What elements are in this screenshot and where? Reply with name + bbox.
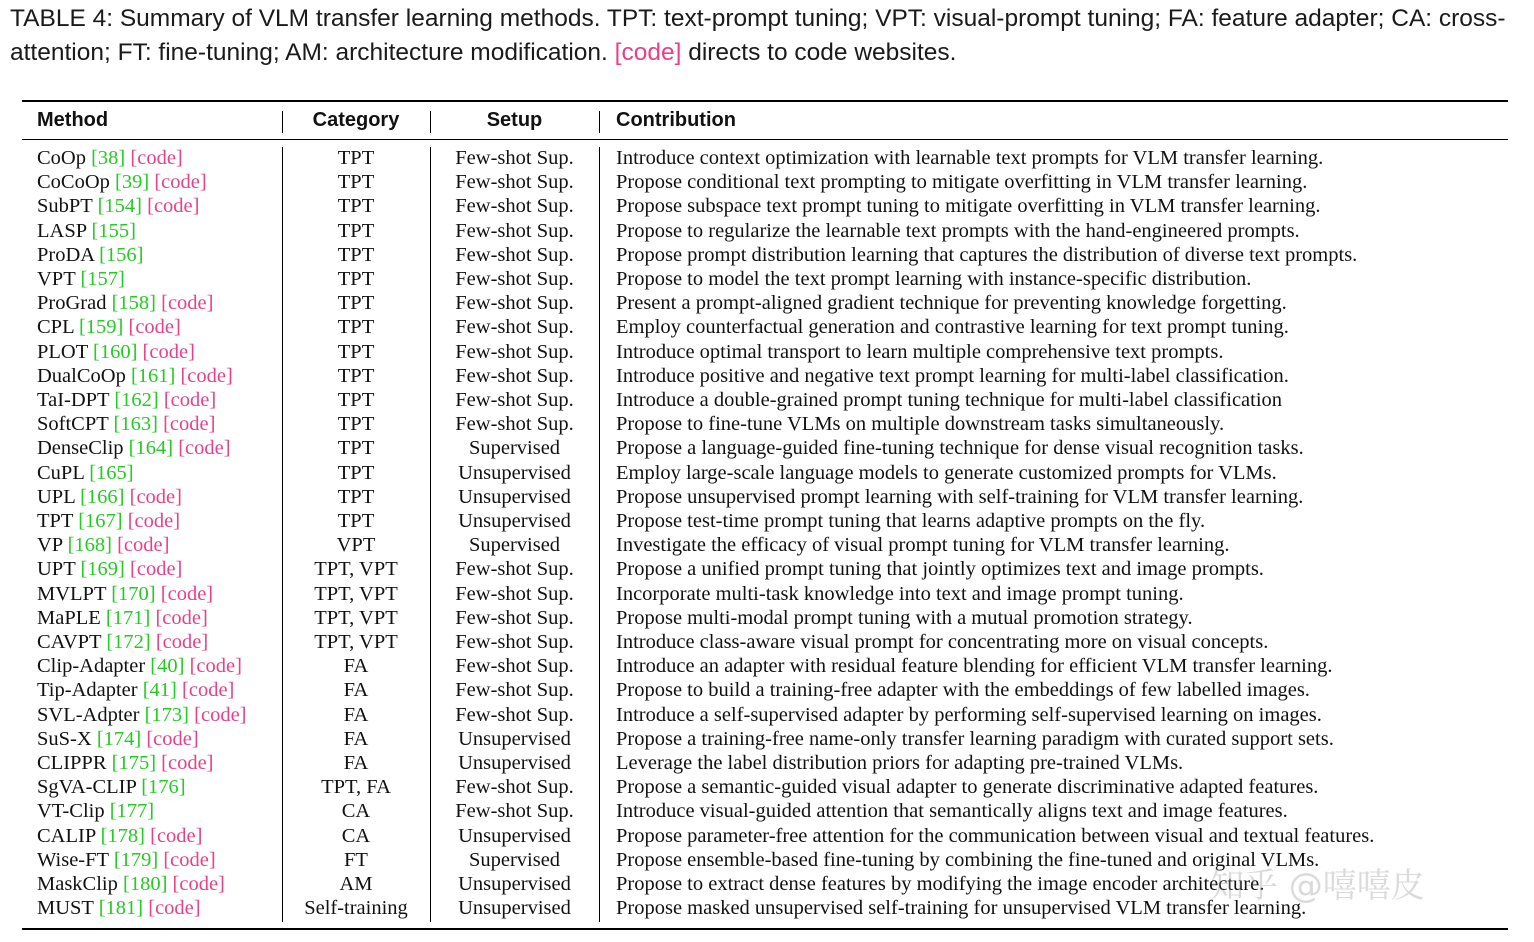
method-name: DenseClip: [37, 437, 124, 460]
category-cell: TPT: [337, 437, 375, 460]
setup-cell: Few-shot Sup.: [455, 316, 574, 339]
setup-cell: Few-shot Sup.: [455, 800, 574, 823]
caption-code-link[interactable]: [code]: [614, 39, 682, 66]
header-method: Method: [37, 109, 109, 131]
code-link[interactable]: [code]: [160, 582, 214, 605]
method-cell: [37, 194, 199, 218]
category-cell: FT: [344, 848, 368, 871]
contribution-cell: Propose multi-modal prompt tuning with a mutual promotion strategy.: [616, 606, 1193, 629]
setup-cell: Unsupervised: [458, 873, 571, 895]
table-row: [0, 170, 1534, 194]
reference-link[interactable]: [168]: [67, 534, 112, 557]
method-cell: [37, 848, 216, 872]
method-cell: [37, 896, 201, 920]
table-row: [0, 243, 1534, 267]
method-name: TaI-DPT: [37, 389, 110, 411]
category-cell: TPT: [337, 364, 375, 387]
setup-cell: Few-shot Sup.: [455, 655, 574, 678]
code-link[interactable]: [code]: [142, 340, 195, 363]
table-row: [0, 582, 1534, 606]
reference-link[interactable]: [159]: [78, 316, 124, 339]
method-name: CPL: [37, 316, 74, 339]
code-link[interactable]: [code]: [128, 316, 181, 339]
method-name: SubPT: [37, 195, 93, 218]
method-name: VPT: [37, 268, 76, 290]
table-row: [0, 824, 1534, 848]
setup-cell: Few-shot Sup.: [455, 147, 574, 169]
method-name: SgVA-CLIP: [37, 776, 137, 799]
setup-cell: Few-shot Sup.: [455, 606, 574, 629]
method-cell: [37, 364, 233, 388]
reference-link[interactable]: [167]: [78, 510, 123, 532]
method-cell: [37, 461, 134, 485]
setup-cell: Few-shot Sup.: [455, 340, 574, 363]
setup-cell: Unsupervised: [458, 510, 571, 532]
reference-link[interactable]: [165]: [89, 461, 134, 484]
reference-link[interactable]: [171]: [105, 606, 151, 629]
category-cell: TPT, VPT: [314, 606, 398, 629]
setup-cell: Few-shot Sup.: [455, 703, 574, 726]
method-name: ProGrad: [37, 292, 107, 315]
code-link[interactable]: [code]: [161, 752, 214, 774]
reference-link[interactable]: [162]: [114, 389, 159, 411]
table-row: [0, 678, 1534, 702]
code-link[interactable]: [code]: [180, 364, 233, 387]
category-cell: TPT: [337, 510, 375, 532]
header-divider: [282, 111, 283, 133]
setup-cell: Few-shot Sup.: [455, 631, 574, 653]
method-cell: [37, 146, 183, 170]
setup-cell: Unsupervised: [458, 824, 571, 847]
contribution-cell: Propose masked unsupervised self-training for unsupervised VLM transfer learning.: [616, 897, 1307, 920]
code-link[interactable]: [code]: [172, 873, 225, 895]
category-cell: TPT, VPT: [314, 582, 398, 605]
method-name: CAVPT: [37, 631, 102, 653]
method-cell: [37, 219, 136, 243]
contribution-cell: Introduce context optimization with learnable text prompts for VLM transfer learning.: [616, 147, 1324, 169]
code-link[interactable]: [code]: [155, 606, 208, 629]
contribution-cell: Propose ensemble-based fine-tuning by combining the fine-tuned and original VLMs.: [616, 848, 1320, 871]
category-cell: TPT, FA: [321, 776, 391, 799]
setup-cell: Few-shot Sup.: [455, 292, 574, 315]
code-link[interactable]: [code]: [127, 510, 181, 532]
contribution-cell: Leverage the label distribution priors for adapting pre-trained VLMs.: [616, 752, 1184, 774]
code-link[interactable]: [code]: [146, 727, 199, 750]
method-cell: [37, 630, 208, 654]
method-cell: [37, 557, 182, 581]
method-cell: [37, 606, 208, 630]
table-row: [0, 436, 1534, 460]
category-cell: TPT, VPT: [314, 558, 398, 581]
code-link[interactable]: [code]: [129, 485, 182, 508]
setup-cell: Unsupervised: [458, 897, 571, 920]
contribution-cell: Propose to fine-tune VLMs on multiple downstream tasks simultaneously.: [616, 413, 1225, 436]
table-row: [0, 654, 1534, 678]
method-name: VT-Clip: [37, 800, 105, 823]
setup-cell: Few-shot Sup.: [455, 679, 574, 702]
reference-link[interactable]: [180]: [123, 873, 168, 895]
method-cell: [37, 799, 154, 823]
method-name: UPL: [37, 485, 75, 508]
code-link[interactable]: [code]: [147, 195, 200, 218]
contribution-cell: Introduce a double-grained prompt tuning technique for multi-label classification: [616, 389, 1283, 411]
setup-cell: Unsupervised: [458, 485, 571, 508]
method-cell: [37, 267, 125, 291]
code-link[interactable]: [code]: [163, 848, 216, 871]
method-cell: [37, 436, 231, 460]
method-name: Clip-Adapter: [37, 655, 146, 678]
method-cell: [37, 582, 213, 606]
contribution-cell: Propose a unified prompt tuning that jointly optimizes text and image prompts.: [616, 558, 1264, 581]
method-cell: [37, 533, 169, 557]
setup-cell: Supervised: [468, 848, 561, 871]
reference-link[interactable]: [40]: [150, 655, 185, 678]
reference-link[interactable]: [38]: [91, 147, 126, 169]
table-top-rule: [22, 100, 1508, 102]
contribution-cell: Propose test-time prompt tuning that learns adaptive prompts on the fly.: [616, 510, 1206, 532]
table-row: [0, 267, 1534, 291]
reference-link[interactable]: [158]: [111, 292, 156, 315]
table-row: [0, 533, 1534, 557]
reference-link[interactable]: [179]: [113, 848, 159, 871]
header-setup: Setup: [486, 109, 543, 131]
method-cell: [37, 412, 215, 436]
category-cell: TPT: [337, 389, 375, 411]
setup-cell: Supervised: [468, 437, 561, 460]
method-name: TPT: [37, 510, 74, 532]
contribution-cell: Propose parameter-free attention for the communication between visual and textual features.: [616, 824, 1375, 847]
header-contribution: Contribution: [616, 109, 736, 131]
contribution-cell: Present a prompt-aligned gradient technique for preventing knowledge forgetting.: [616, 292, 1287, 315]
table-row: [0, 315, 1534, 339]
method-cell: [37, 243, 144, 267]
code-link[interactable]: [code]: [150, 824, 203, 847]
category-cell: TPT: [337, 195, 375, 218]
setup-cell: Few-shot Sup.: [455, 389, 574, 411]
table-row: [0, 291, 1534, 315]
reference-link[interactable]: [154]: [97, 195, 142, 218]
category-cell: TPT: [337, 268, 375, 290]
method-name: ProDA: [37, 243, 94, 266]
method-name: DualCoOp: [37, 364, 126, 387]
reference-link[interactable]: [164]: [128, 437, 174, 460]
contribution-cell: Introduce a self-supervised adapter by performing self-supervised learning on images.: [616, 703, 1322, 726]
reference-link[interactable]: [163]: [113, 413, 158, 436]
method-name: CuPL: [37, 461, 85, 484]
category-cell: VPT: [336, 534, 376, 557]
contribution-cell: Employ large-scale language models to generate customized prompts for VLMs.: [616, 461, 1277, 484]
reference-link[interactable]: [156]: [99, 243, 144, 266]
reference-link[interactable]: [172]: [106, 631, 151, 653]
contribution-cell: Propose subspace text prompt tuning to mitigate overfitting in VLM transfer learning.: [616, 195, 1321, 218]
method-cell: [37, 727, 199, 751]
reference-link[interactable]: [177]: [109, 800, 155, 823]
code-link[interactable]: [code]: [155, 631, 209, 653]
table-row: [0, 485, 1534, 509]
method-name: SVL-Adpter: [37, 703, 140, 726]
reference-link[interactable]: [181]: [98, 897, 144, 920]
method-cell: [37, 751, 214, 775]
category-cell: TPT: [337, 243, 375, 266]
reference-link[interactable]: [175]: [111, 752, 157, 774]
code-link[interactable]: [code]: [117, 534, 170, 557]
table-row: [0, 219, 1534, 243]
contribution-cell: Introduce an adapter with residual feature blending for efficient VLM transfer learning.: [616, 655, 1333, 678]
category-cell: FA: [343, 703, 369, 726]
code-link[interactable]: [code]: [148, 897, 201, 920]
reference-link[interactable]: [41]: [142, 679, 177, 702]
table-row: [0, 727, 1534, 751]
code-link[interactable]: [code]: [163, 389, 217, 411]
caption-text: TABLE 4: Summary of VLM transfer learning methods. TPT: text-prompt tuning; VPT: visual-prompt tuning; FA: feature adapter; CA: cross-attention; FT: fine-tuning; AM: architecture modification.: [10, 5, 1506, 66]
method-cell: [37, 388, 216, 412]
table-row: [0, 509, 1534, 533]
reference-link[interactable]: [39]: [115, 171, 150, 194]
table-caption: [10, 2, 1526, 70]
caption-text-end: directs to code websites.: [681, 39, 957, 66]
table-row: [0, 194, 1534, 218]
code-link[interactable]: [code]: [130, 558, 183, 581]
code-link[interactable]: [code]: [161, 292, 214, 315]
header-divider: [599, 111, 600, 133]
reference-link[interactable]: [169]: [80, 558, 125, 581]
contribution-cell: Propose to extract dense features by modifying the image encoder architecture.: [616, 873, 1265, 895]
table-row: [0, 703, 1534, 727]
category-cell: TPT: [337, 219, 375, 242]
table-row: [0, 461, 1534, 485]
method-name: MaPLE: [37, 606, 101, 629]
category-cell: CA: [341, 800, 371, 823]
reference-link[interactable]: [155]: [91, 219, 136, 242]
reference-link[interactable]: [176]: [141, 776, 186, 799]
code-link[interactable]: [code]: [163, 413, 216, 436]
contribution-cell: Propose unsupervised prompt learning with self-training for VLM transfer learning.: [616, 485, 1304, 508]
reference-link[interactable]: [157]: [80, 268, 125, 290]
contribution-cell: Employ counterfactual generation and contrastive learning for text prompt tuning.: [616, 316, 1289, 339]
setup-cell: Few-shot Sup.: [455, 219, 574, 242]
category-cell: TPT: [337, 147, 375, 169]
method-cell: [37, 703, 247, 727]
code-link[interactable]: [code]: [182, 679, 235, 702]
contribution-cell: Introduce class-aware visual prompt for concentrating more on visual concepts.: [616, 631, 1269, 653]
method-name: CLIPPR: [37, 752, 107, 774]
method-cell: [37, 654, 242, 678]
contribution-cell: Propose a training-free name-only transfer learning paradigm with curated support sets.: [616, 727, 1334, 750]
method-cell: [37, 315, 181, 339]
contribution-cell: Investigate the efficacy of visual prompt tuning for VLM transfer learning.: [616, 534, 1230, 557]
table-row: [0, 799, 1534, 823]
method-name: CoCoOp: [37, 171, 110, 194]
code-link[interactable]: [code]: [154, 171, 207, 194]
method-name: Wise-FT: [37, 848, 109, 871]
category-cell: FA: [343, 727, 369, 750]
setup-cell: Few-shot Sup.: [455, 582, 574, 605]
method-name: PLOT: [37, 340, 88, 363]
reference-link[interactable]: [173]: [144, 703, 190, 726]
watermark: 知乎 @嘻嘻皮: [1210, 866, 1425, 906]
category-cell: FA: [343, 655, 369, 678]
setup-cell: Few-shot Sup.: [455, 558, 574, 581]
setup-cell: Few-shot Sup.: [455, 195, 574, 218]
category-cell: TPT: [337, 292, 375, 315]
contribution-cell: Introduce optimal transport to learn multiple comprehensive text prompts.: [616, 340, 1224, 363]
table-row: [0, 606, 1534, 630]
contribution-cell: Propose a semantic-guided visual adapter to generate discriminative adapted features.: [616, 776, 1319, 799]
method-name: CoOp: [37, 147, 86, 169]
setup-cell: Supervised: [468, 534, 561, 557]
table-header-rule: [22, 139, 1508, 140]
contribution-cell: Propose to regularize the learnable text prompts with the hand-engineered prompts.: [616, 219, 1300, 242]
contribution-cell: Propose to model the text prompt learning with instance-specific distribution.: [616, 268, 1252, 290]
category-cell: TPT, VPT: [314, 631, 398, 653]
method-cell: [37, 340, 195, 364]
contribution-cell: Propose conditional text prompting to mitigate overfitting in VLM transfer learning.: [616, 171, 1308, 194]
method-cell: [37, 291, 213, 315]
method-name: LASP: [37, 219, 87, 242]
method-name: VP: [37, 534, 63, 557]
category-cell: TPT: [337, 171, 375, 194]
contribution-cell: Incorporate multi-task knowledge into text and image prompt tuning.: [616, 582, 1184, 605]
method-cell: [37, 775, 186, 799]
method-cell: [37, 170, 207, 194]
method-name: Tip-Adapter: [37, 679, 138, 702]
code-link[interactable]: [code]: [189, 655, 242, 678]
contribution-cell: Propose a language-guided fine-tuning technique for dense visual recognition tasks.: [616, 437, 1304, 460]
table-row: [0, 775, 1534, 799]
table-row: [0, 364, 1534, 388]
setup-cell: Few-shot Sup.: [455, 413, 574, 436]
category-cell: TPT: [337, 340, 375, 363]
contribution-cell: Propose to build a training-free adapter with the embeddings of few labelled images.: [616, 679, 1310, 702]
reference-link[interactable]: [170]: [111, 582, 156, 605]
header-divider: [430, 111, 431, 133]
table-bottom-rule: [22, 928, 1508, 930]
category-cell: AM: [339, 873, 373, 895]
code-link[interactable]: [code]: [194, 703, 247, 726]
method-cell: [37, 824, 202, 848]
table-row: [0, 146, 1534, 170]
method-name: MUST: [37, 897, 94, 920]
contribution-cell: Introduce visual-guided attention that semantically aligns text and image features.: [616, 800, 1288, 823]
setup-cell: Few-shot Sup.: [455, 776, 574, 799]
method-cell: [37, 509, 180, 533]
setup-cell: Few-shot Sup.: [455, 268, 574, 290]
category-cell: TPT: [337, 316, 375, 339]
table-row: [0, 340, 1534, 364]
category-cell: FA: [343, 752, 369, 774]
code-link[interactable]: [code]: [178, 437, 231, 460]
table-row: [0, 557, 1534, 581]
reference-link[interactable]: [161]: [130, 364, 176, 387]
category-cell: Self-training: [304, 897, 408, 920]
category-cell: FA: [343, 679, 369, 702]
table-row: [0, 412, 1534, 436]
category-cell: CA: [341, 824, 371, 847]
header-category: Category: [312, 109, 400, 131]
setup-cell: Few-shot Sup.: [455, 243, 574, 266]
method-name: MaskClip: [37, 873, 118, 895]
method-name: CALIP: [37, 824, 96, 847]
setup-cell: Unsupervised: [458, 461, 571, 484]
reference-link[interactable]: [178]: [100, 824, 145, 847]
setup-cell: Unsupervised: [458, 752, 571, 774]
reference-link[interactable]: [166]: [80, 485, 125, 508]
reference-link[interactable]: [160]: [93, 340, 138, 363]
method-name: SoftCPT: [37, 413, 109, 436]
category-cell: TPT: [337, 413, 375, 436]
code-link[interactable]: [code]: [130, 147, 183, 169]
setup-cell: Few-shot Sup.: [455, 364, 574, 387]
method-cell: [37, 872, 225, 896]
setup-cell: Few-shot Sup.: [455, 171, 574, 194]
setup-cell: Unsupervised: [458, 727, 571, 750]
method-name: MVLPT: [37, 582, 107, 605]
contribution-cell: Propose prompt distribution learning that captures the distribution of diverse text prompts.: [616, 243, 1358, 266]
table-row: [0, 630, 1534, 654]
contribution-cell: Introduce positive and negative text prompt learning for multi-label classification.: [616, 364, 1289, 387]
table-row: [0, 751, 1534, 775]
method-cell: [37, 485, 182, 509]
category-cell: TPT: [337, 461, 375, 484]
reference-link[interactable]: [174]: [96, 727, 142, 750]
category-cell: TPT: [337, 485, 375, 508]
method-cell: [37, 678, 234, 702]
method-name: SuS-X: [37, 727, 92, 750]
method-name: UPT: [37, 558, 76, 581]
table-row: [0, 388, 1534, 412]
